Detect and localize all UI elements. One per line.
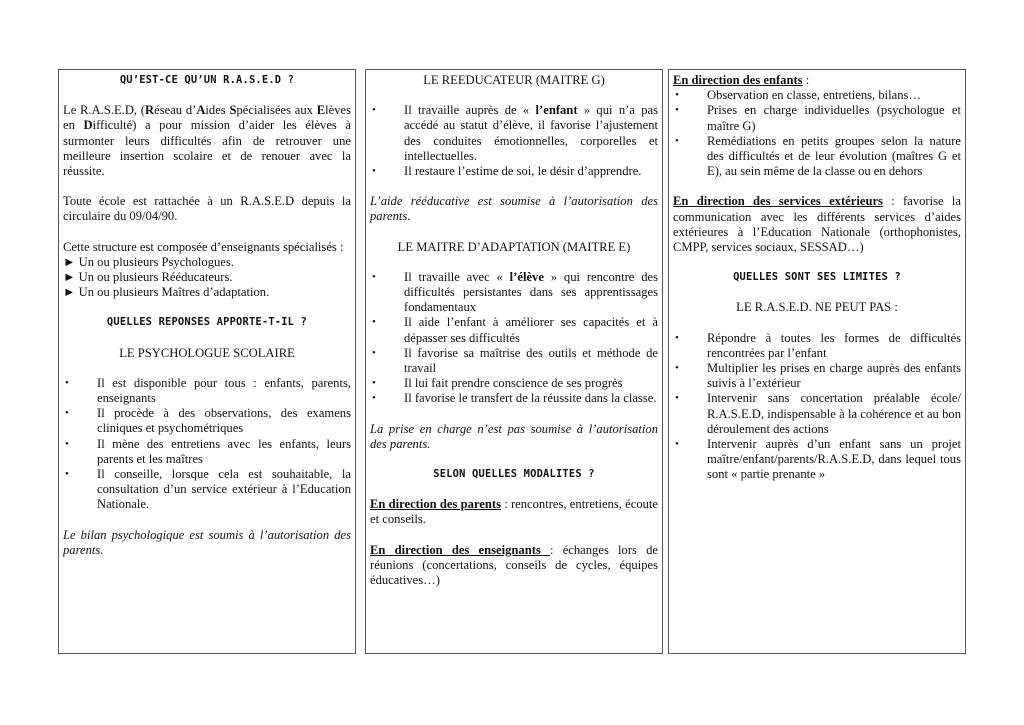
subheading-ne-peut-pas: LE R.A.S.E.D. NE PEUT PAS : xyxy=(736,300,898,315)
list-item: • Il restaure l’estime de soi, le désir d’apprendre. xyxy=(372,164,642,179)
limites-list xyxy=(673,331,961,483)
structure-paragraph: Cette structure est composée d’enseignants spécialisés : xyxy=(63,239,344,254)
list-item: • Répondre à toutes les formes de difficultés rencontrées par l’enfant xyxy=(675,330,961,360)
list-item: • Intervenir auprès d’un enfant sans un projet maître/enfant/parents/R.A.S.E.D, dans lequel tous sont « partie prenante » xyxy=(675,437,961,482)
list-item: • Il est disponible pour tous : enfants, parents, enseignants xyxy=(65,375,351,406)
list-item: • Intervenir sans concertation préalable école/ R.A.S.E.D, indispensable à la cohérence et au bon déroulement des actions xyxy=(675,391,961,436)
reeducateur-list xyxy=(370,103,658,179)
list-item: • Il conseille, lorsque cela est souhaitable, la consultation d’un service extérieur à l’Education Nationale. xyxy=(65,467,351,512)
bullet-icon: • xyxy=(372,316,376,329)
heading-responses: QUELLES REPONSES APPORTE-T-IL ? xyxy=(106,316,308,329)
bullet-icon: • xyxy=(65,437,69,450)
specialists-list xyxy=(63,255,351,301)
list-item: • Il travaille avec « l’élève » qui rencontre des difficultés persistantes dans ses apprentissages fondamentaux xyxy=(372,269,658,315)
bullet-icon: • xyxy=(372,165,376,178)
list-item: • Il lui fait prendre conscience de ses progrès xyxy=(372,376,623,391)
bullet-icon: • xyxy=(675,89,679,102)
adaptation-list xyxy=(370,270,658,407)
list-item: • Observation en classe, entretiens, bilans… xyxy=(675,88,922,103)
list-item: • Remédiations en petits groupes selon la nature des difficultés et de leur évolution (maîtres G et E), au sein même de la classe ou en dehors xyxy=(675,133,961,179)
services-exterieurs-paragraph: En direction des services extérieurs : favorise la communication avec les différents services d’aides extérieures à l’Education Nationale (orthophonistes, CMPP, services sociaux, SESSAD…) xyxy=(673,194,962,255)
bullet-icon: • xyxy=(65,376,69,389)
list-item: • Il procède à des observations, des examens cliniques et psychométriques xyxy=(65,406,351,436)
bullet-icon: • xyxy=(675,362,679,375)
list-item: ► Un ou plusieurs Maîtres d’adaptation. xyxy=(63,285,270,300)
adaptation-note: La prise en charge n’est pas soumise à l’autorisation des parents. xyxy=(370,421,658,451)
bullet-icon: • xyxy=(372,270,376,283)
list-item: • Multiplier les prises en charge auprès des enfants suivis à l’extérieur xyxy=(675,361,961,391)
list-item: • Il favorise le transfert de la réussite dans la classe. xyxy=(372,391,657,406)
list-item: • Il mène des entretiens avec les enfants, leurs parents et les maîtres xyxy=(65,436,351,466)
column-enfants-limites xyxy=(668,69,966,654)
intro-paragraph: Le R.A.S.E.D, (Réseau d’Aides Spécialisées aux Elèves en Difficulté) a pour mission d’aider les élèves à surmonter leurs difficultés afin de retrouver une meilleure insertion scolaire et de renouer avec la réussite. xyxy=(63,103,351,179)
list-item: ► Un ou plusieurs Rééducateurs. xyxy=(63,270,233,285)
list-item: • Il aide l’enfant à améliorer ses capacités et à dépasser ses difficultés xyxy=(372,315,658,345)
list-item: • Il travaille auprès de « l’enfant » qui n’a pas accédé au statut d’élève, il favorise l’ajustement des conduites émotionnelles, corporelles et intellectuelles. xyxy=(372,103,658,163)
bullet-icon: • xyxy=(675,104,679,117)
psychologue-note: Le bilan psychologique est soumis à l’autorisation des parents. xyxy=(63,527,351,557)
reeducateur-note: L’aide rééducative est soumise à l’autorisation des parents. xyxy=(370,194,658,224)
list-item: ► Un ou plusieurs Psychologues. xyxy=(63,254,234,269)
subheading-reeducateur: LE REEDUCATEUR (MAITRE G) xyxy=(423,73,605,87)
bullet-icon: • xyxy=(675,331,679,344)
heading-limites: QUELLES SONT SES LIMITES ? xyxy=(733,271,901,284)
bullet-icon: • xyxy=(372,346,376,359)
school-attachment-paragraph: Toute école est rattachée à un R.A.S.E.D depuis la circulaire du 09/04/90. xyxy=(63,194,351,224)
enfants-list xyxy=(673,88,961,179)
bullet-icon: • xyxy=(675,438,679,451)
bullet-icon: • xyxy=(675,134,679,147)
bullet-icon: • xyxy=(65,407,69,420)
bullet-icon: • xyxy=(675,392,679,405)
list-item: • Prises en charge individuelles (psychologue et maître G) xyxy=(675,103,961,133)
list-item: • Il favorise sa maîtrise des outils et méthode de travail xyxy=(372,345,658,376)
enfants-heading: En direction des enfants : xyxy=(673,73,810,87)
enseignants-paragraph: En direction des enseignants : échanges lors de réunions (concertations, conseils de cycles, équipes éducatives…) xyxy=(370,542,659,588)
bullet-icon: • xyxy=(372,104,376,117)
subheading-maitre-adaptation: LE MAITRE D’ADAPTATION (MAITRE E) xyxy=(397,239,631,254)
heading-modalites: SELON QUELLES MODALITES ? xyxy=(433,468,595,481)
psychologue-list xyxy=(63,376,351,513)
bullet-icon: • xyxy=(65,468,69,481)
column-rased-intro xyxy=(58,69,356,654)
subheading-psychologue: LE PSYCHOLOGUE SCOLAIRE xyxy=(119,345,295,360)
column-reeducateur-adaptation xyxy=(365,69,663,654)
parents-paragraph: En direction des parents : rencontres, entretiens, écoute et conseils. xyxy=(370,497,659,527)
heading-what-is-rased: QU’EST-CE QU’UN R.A.S.E.D ? xyxy=(119,74,295,86)
bullet-icon: • xyxy=(372,392,376,405)
bullet-icon: • xyxy=(372,377,376,390)
